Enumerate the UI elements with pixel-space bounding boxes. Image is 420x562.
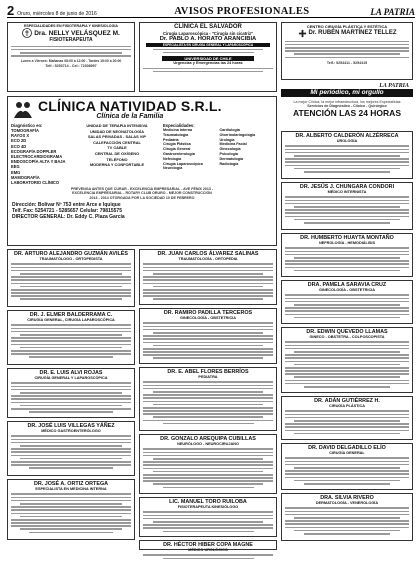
open-24h: ATENCIÓN LAS 24 HORAS	[293, 108, 401, 119]
mid-doctor-card	[139, 367, 277, 431]
salvador-university: UNIVERSIDAD DE CHILE	[162, 56, 254, 61]
left-doctor-card	[7, 368, 135, 418]
natividad-awards: PREVENGA ANTES QUE CURAR - EXCELENCIA EMPRESARIAL - AVE FÉNIX 2013 - EXCELENCIA EMPRESARIAL - ROTARY CLUB ORURO - MEJOR CONSTRUCCIÓN 2013 - 2014 OTORGADA POR LA SOCIEDAD 10 DE FEBRERO	[70, 187, 214, 200]
diagnostic-item: ECO 2D	[11, 138, 27, 144]
services-list	[74, 123, 160, 168]
banner-slogan: Mi periódico, mi orgullo	[281, 89, 413, 97]
specialty-item: Gastroenterología	[163, 151, 195, 156]
banner-brand: LA PATRIA	[379, 83, 409, 89]
specialty-item: Traumatología	[163, 132, 189, 137]
doctor-name: DR. GONZALO AREQUIPA CUBILLAS	[160, 436, 256, 442]
natividad-address: Dirección: Bolívar Nº 753 entre Arce e Iquique	[12, 201, 121, 208]
specialty-item: Ginecología	[219, 147, 241, 152]
specialty-item: Cirugía General	[163, 147, 191, 152]
diagnostic-item: ENDOSCOPÍA ALTA Y BAJA	[11, 159, 66, 165]
doctor-name: DR. HUMBERTO HUAYTA MONTAÑO	[300, 235, 394, 241]
doctor-specialty: GINECOLOGÍA - OBSTETRICIA	[319, 288, 375, 293]
doctor-specialty: GINECO - OBSTETRA - COLPOSCOPISTA	[309, 335, 385, 340]
doctor-specialty: GINECOLOGÍA - OBSTETRICIA	[180, 316, 236, 321]
left-doctor-card	[7, 421, 135, 476]
doctor-name: DR. ARTURO ALEJANDRO GUZMÁN AVILÉS	[14, 251, 128, 257]
doctor-name: DR. E. LUIS ALVI ROJAS	[39, 370, 103, 376]
doctor-name: DR. J. ELMER BALDERRAMA C.	[29, 312, 113, 318]
salvador-urgent: Urgencias y Emergencias las 24 horas	[173, 60, 243, 65]
natividad-phone: Telf. Fax: 5254721 - 5285657 Celular: 79815575	[12, 207, 122, 214]
doctor-name: DR. E. ABEL FLORES BERRÍOS	[167, 369, 249, 375]
right-doctor-card	[281, 493, 413, 541]
doctor-specialty: PEDIATRA	[198, 375, 218, 380]
doctor-specialty: UROLOGÍA	[336, 139, 358, 144]
neumo-role: FISIOTERAPEUTA	[49, 37, 93, 43]
service-item: UNIDAD DE NEONATOLOGÍA	[89, 128, 145, 134]
left-doctor-card	[7, 249, 135, 307]
right-doctor-card	[281, 182, 413, 230]
right-doctor-card	[281, 280, 413, 324]
neumo-phone: Telf.: 5253714 - Cel.: 72308997	[45, 63, 97, 68]
doctor-specialty: DERMATOLOGÍA - VENEROLOGÍA	[315, 501, 379, 506]
diagnostic-item: MAMOGRAFÍA	[11, 174, 40, 180]
doctor-name: DR. ALBERTO CALDERÓN ALZÉRRECA	[295, 133, 399, 139]
section-title: AVISOS PROFESIONALES	[174, 6, 310, 17]
diagnostic-item: EMG	[11, 169, 21, 175]
diagnostic-item: TOMOGRAFÍA	[11, 128, 39, 133]
diagnostics-label: Diagnóstico en:	[11, 123, 43, 128]
mid-doctor-card	[139, 249, 277, 305]
natividad-title: CLÍNICA NATIVIDAD S.R.L.	[38, 98, 222, 114]
doctor-name: LIC. MANUEL TORO RUILOBA	[169, 499, 247, 505]
intro-text: La mejor Clínica, la mejor infraestructura, los mejores Especialistas	[293, 100, 401, 104]
doctor-name: DR. HÉCTOR HIBER COPA MAGNE	[163, 542, 253, 548]
diagnostics-list	[11, 128, 71, 185]
doctor-specialty: CIRUGÍA GENERAL, CIRUGÍA LAPAROSCÓPICA	[27, 318, 115, 323]
salvador-ad	[139, 22, 277, 92]
doctor-name: DR. JOSÉ LUIS VILLEGAS YÁÑEZ	[27, 423, 115, 429]
right-intro	[281, 100, 413, 128]
doctor-name: DR. RAMIRO PADILLA TERCEROS	[163, 310, 253, 316]
doctor-specialty: NEURÓLOGO - NEUROCIRUJANO	[177, 442, 239, 447]
specialty-item: Cirugía Laparoscópica	[163, 161, 203, 166]
service-item: CALEFACCIÓN CENTRAL	[93, 139, 141, 145]
mid-doctor-card	[139, 540, 277, 553]
doctor-name: DR. JOSÉ A. ORTIZ ORTEGA	[33, 481, 109, 487]
family-logo-icon	[12, 100, 34, 120]
specialty-item: Cardiología	[219, 128, 240, 132]
specialty-item: Nefrología	[163, 156, 182, 161]
service-item: SALAS PRIVADAS - SALAS VIP	[87, 134, 147, 140]
specialty-item: Cirugía Plástica	[163, 142, 191, 147]
natividad-subtitle: Clínica de la Familia	[96, 113, 164, 120]
specialty-item: Radiología	[219, 161, 239, 166]
medical-cross-icon	[298, 29, 307, 38]
salvador-doctor: Dr. PABLO A. HORATO ARANCIBIA	[159, 36, 257, 42]
specialties-list	[163, 128, 273, 171]
right-doctor-card	[281, 327, 413, 393]
doctor-name: DRA. SILVIA RIVERO	[320, 495, 374, 501]
doctor-specialty: FISIOTERAPEUTA KINESIÓLOGO	[177, 505, 239, 510]
plastic-title: CENTRO CIRUGÍA PLÁSTICA Y ESTÉTICA	[306, 24, 388, 29]
service-item: CENTRAL DE OXÍGENO	[94, 150, 140, 156]
doctor-name: DR. DAVID DELGADILLO ELÍO	[308, 445, 386, 451]
neumo-hours: Lunes a Viernes: Mañanas 08:00 a 12:00 - Tardes 15:00 a 20:00	[20, 59, 122, 64]
service-item: UNIDAD DE TERAPIA INTENSIVA	[86, 123, 148, 128]
doctor-name: DR. JESÚS J. CHUNGARA CONDORI	[299, 184, 395, 190]
service-item: MODERNA Y CONFORTABLE	[89, 162, 145, 168]
doctor-name: DR. JUAN CARLOS ÁLVAREZ SALINAS	[157, 251, 259, 257]
left-doctor-card	[7, 479, 135, 540]
specialty-item: Dermatología	[219, 156, 244, 161]
right-doctor-card	[281, 396, 413, 440]
service-item: TV CABLE	[107, 145, 127, 151]
diagnostic-item: ELECTROCARDIOGRAMA	[11, 154, 63, 160]
specialty-item: Otorrinolaringología	[219, 132, 256, 137]
doctor-specialty: NEFROLOGÍA - HEMODIÁLISIS	[319, 241, 375, 246]
neumo-ad	[7, 22, 135, 92]
doctor-name: DRA. PAMELA SARAVIA CRUZ	[307, 282, 387, 288]
plastic-doctor: Dr. RUBÉN MARTÍNEZ TELLEZ	[308, 30, 397, 36]
diagnostic-item: EEG	[11, 164, 20, 170]
salvador-subtitle: Cirugía Laparoscópica - "Cirugía sin cicatriz"	[162, 31, 254, 36]
doctor-specialty: ESPECIALISTA EN MEDICINA INTERNA	[35, 487, 107, 492]
mid-doctor-card	[139, 308, 277, 364]
neumo-title: ESPECIALIDADES EN FISIOTERAPIA Y KINESIOLOGIA	[24, 24, 118, 28]
doctor-specialty: TRAUMATÓLOGO - ORTOPEDISTA	[39, 257, 103, 262]
doctor-name: DR. EDWIN QUEVEDO LLAMAS	[306, 329, 388, 335]
physio-logo-icon	[22, 28, 32, 38]
service-item: TELÉFONO	[106, 156, 128, 162]
doctor-specialty: MÉDICO INTERNISTA	[327, 190, 367, 195]
page-number: 2	[7, 3, 15, 18]
specialty-item: Medicina Interna	[163, 128, 193, 132]
doctor-specialty: TRAUMATOLOGÍA - ORTOPEDIA	[178, 257, 238, 262]
specialty-item: Neurología	[163, 166, 183, 171]
right-doctor-card	[281, 443, 413, 490]
diagnostic-item: ECOGRAFÍA DOPPLER	[11, 148, 57, 154]
intro-services: Servicios de Diagnóstico - Clínico - Quirúrgico	[307, 104, 387, 109]
natividad-director: DIRECTOR GENERAL: Dr. Eddy C. Plaza García	[12, 213, 125, 220]
page-date: Oruro, miércoles 8 de junio de 2016	[17, 11, 97, 17]
neumo-doctor: Dra. NELLY VELÁSQUEZ M.	[34, 29, 120, 37]
brand-name: LA PATRIA	[370, 7, 415, 17]
salvador-specialty: ESPECIALISTA EN CIRUGÍA GENERAL Y LAPAROSCÓPICA	[146, 43, 270, 47]
specialty-item: Psicología	[219, 151, 238, 156]
salvador-title: CLÍNICA EL SALVADOR	[174, 24, 242, 30]
plastic-surgery-ad	[281, 22, 413, 80]
doctor-specialty: MÉDICO UROLÓGICO	[188, 548, 228, 553]
patria-banner	[281, 83, 413, 98]
doctor-specialty: MÉDICO GASTROENTERÓLOGO	[41, 429, 101, 434]
doctor-name: DR. ADÁN GUTIÉRREZ H.	[314, 398, 380, 404]
diagnostic-item: ECO 4D	[11, 143, 27, 149]
page-header	[7, 4, 415, 18]
doctor-specialty: CIRUGÍA GENERAL	[329, 451, 365, 456]
doctor-specialty: CIRUGÍA PLÁSTICA	[329, 404, 365, 409]
left-doctor-card	[7, 310, 135, 365]
mid-doctor-card	[139, 434, 277, 494]
specialty-item: Pediatría	[163, 137, 179, 142]
diagnostic-item: LABORATORIO CLÍNICO	[11, 180, 60, 186]
right-doctor-card	[281, 131, 413, 179]
doctor-specialty: CIRUGÍA GENERAL Y LAPAROSCÓPICA	[34, 376, 108, 381]
specialty-item: Urología	[219, 137, 235, 142]
right-doctor-card	[281, 233, 413, 277]
diagnostic-item: RAYOS X	[11, 133, 30, 139]
plastic-phone: Telf.: 5254411 - 5254415	[326, 60, 368, 65]
natividad-ad	[7, 96, 277, 246]
mid-doctor-card	[139, 497, 277, 537]
specialty-item: Medicina Facial	[219, 142, 247, 147]
specialties-label: Especialidades:	[163, 123, 195, 128]
